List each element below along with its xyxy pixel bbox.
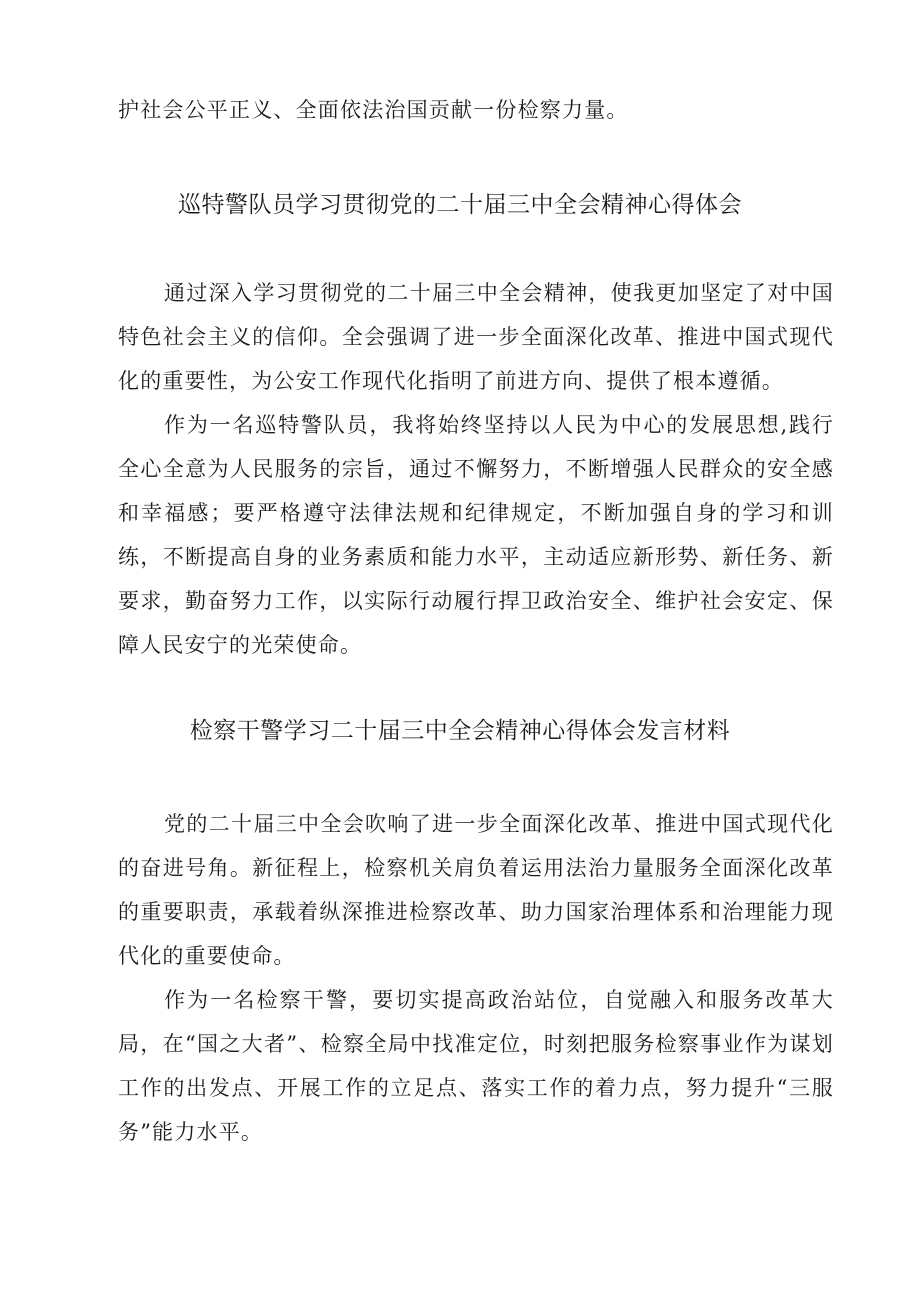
section1-title: 巡特警队员学习贯彻党的二十届三中全会精神心得体会 — [178, 192, 742, 218]
section1-paragraph-1: 通过深入学习贯彻党的二十届三中全会精神，使我更加坚定了对中国特色社会主义的信仰。全会强调了进一步全面深化改革、推进中国式现代化的重要性，为公安工作现代化指明了前进方向、提供了根本遵循。 — [118, 281, 834, 393]
section2-paragraph-1: 党的二十届三中全会吹响了进一步全面深化改革、推进中国式现代化的奋进号角。新征程上，检察机关肩负着运用法治力量服务全面深化改革的重要职责，承载着纵深推进检察改革、助力国家治理体系和治理能力现代化的重要使命。 — [118, 812, 834, 968]
top-fragment-paragraph: 护社会公平正义、全面依法治国贡献一份检察力量。 — [118, 98, 629, 122]
section1-paragraph-2: 作为一名巡特警队员，我将始终坚持以人民为中心的发展思想,践行全心全意为人民服务的宗旨，通过不懈努力，不断增强人民群众的安全感和幸福感；要严格遵守法律法规和纪律规定，不断加强自身的学习和训练，不断提高自身的业务素质和能力水平，主动适应新形势、新任务、新要求，勤奋努力工作，以实际行动履行捍卫政治安全、维护社会安定、保障人民安宁的光荣使命。 — [118, 413, 834, 657]
section2-title: 检察干警学习二十届三中全会精神心得体会发言材料 — [189, 718, 731, 744]
section2-paragraph-2: 作为一名检察干警，要切实提高政治站位，自觉融入和服务改革大局，在“国之大者”、检察全局中找准定位，时刻把服务检察事业作为谋划工作的出发点、开展工作的立足点、落实工作的着力点，努力提升“三服务”能力水平。 — [118, 988, 834, 1144]
